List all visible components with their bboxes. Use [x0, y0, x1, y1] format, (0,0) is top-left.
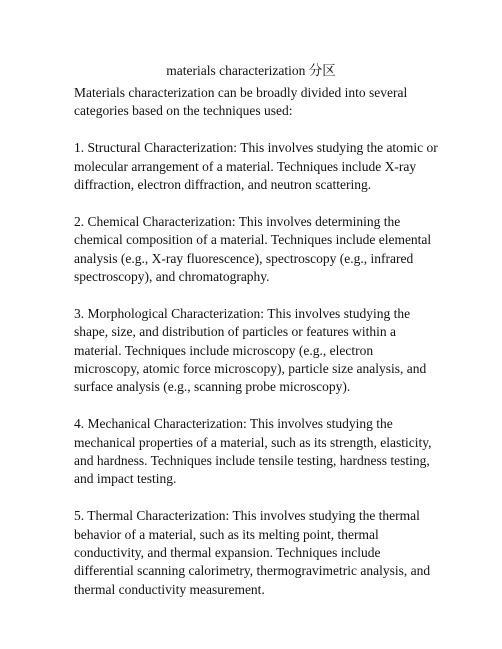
- text-line: differential scanning calorimetry, thermogravimetric analysis, and: [74, 563, 431, 579]
- text-line: spectroscopy), and chromatography.: [74, 269, 270, 285]
- chemical-characterization-paragraph: [74, 213, 434, 287]
- text-line: categories based on the techniques used:: [74, 103, 293, 119]
- text-line: shape, size, and distribution of particles or features within a: [74, 324, 397, 340]
- text-line: 4. Mechanical Characterization: This involves studying the: [74, 416, 393, 432]
- text-line: molecular arrangement of a material. Techniques include X-ray: [74, 158, 417, 174]
- document-title: materials characterization 分区: [166, 63, 336, 78]
- text-line: material. Techniques include microscopy (e.g., electron: [74, 342, 374, 358]
- text-line: 5. Thermal Characterization: This involves studying the thermal: [74, 508, 420, 524]
- text-line: 1. Structural Characterization: This involves studying the atomic or: [74, 140, 438, 156]
- text-line: mechanical properties of a material, such as its strength, elasticity,: [74, 434, 432, 450]
- text-line: 3. Morphological Characterization: This involves studying the: [74, 305, 411, 321]
- text-line: diffraction, electron diffraction, and neutron scattering.: [74, 177, 372, 193]
- text-line: analysis (e.g., X-ray fluorescence), spectroscopy (e.g., infrared: [74, 250, 414, 266]
- text-line: and hardness. Techniques include tensile testing, hardness testing,: [74, 453, 430, 469]
- intro-paragraph: [74, 84, 434, 121]
- text-line: behavior of a material, such as its melting point, thermal: [74, 526, 379, 542]
- document-body: [74, 84, 438, 618]
- text-line: Materials characterization can be broadly divided into several: [74, 85, 408, 100]
- text-line: and impact testing.: [74, 471, 177, 487]
- mechanical-characterization-paragraph: [74, 415, 434, 489]
- text-line: surface analysis (e.g., scanning probe microscopy).: [74, 379, 351, 395]
- structural-characterization-paragraph: [74, 139, 438, 194]
- text-line: microscopy, atomic force microscopy), particle size analysis, and: [74, 361, 427, 377]
- text-line: conductivity, and thermal expansion. Techniques include: [74, 545, 381, 561]
- text-line: chemical composition of a material. Techniques include elemental: [74, 232, 432, 248]
- text-line: 2. Chemical Characterization: This involves determining the: [74, 213, 401, 229]
- morphological-characterization-paragraph: [74, 305, 434, 397]
- thermal-characterization-paragraph: [74, 507, 434, 599]
- text-line: thermal conductivity measurement.: [74, 581, 265, 597]
